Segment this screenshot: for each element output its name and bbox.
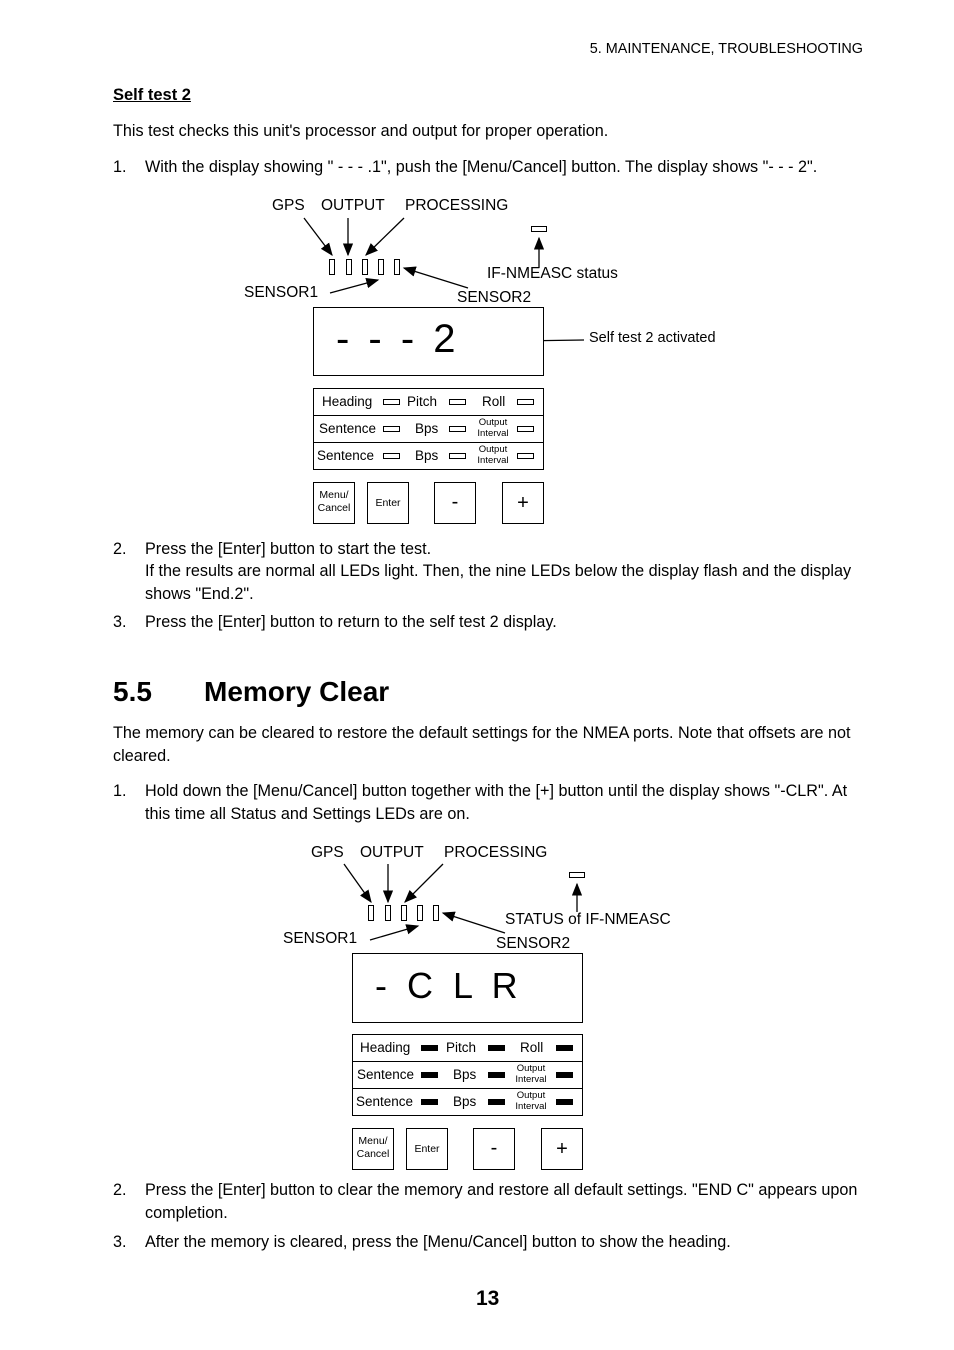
bps-label: Bps bbox=[415, 421, 439, 436]
sentence-label: Sentence bbox=[356, 1094, 414, 1109]
interval-text: Interval bbox=[515, 1074, 547, 1085]
sentence-label: Sentence bbox=[357, 1067, 415, 1082]
step-number: 1. bbox=[113, 782, 127, 800]
minus-button[interactable]: - bbox=[473, 1128, 515, 1170]
roll-label: Roll bbox=[482, 394, 506, 409]
memory-clear-step3: After the memory is cleared, press the [Menu/Cancel] button to show the heading. bbox=[145, 1233, 731, 1251]
interval-text: Interval bbox=[477, 428, 509, 439]
panel-row bbox=[314, 416, 543, 443]
output-interval-led bbox=[556, 1099, 573, 1105]
menu-text: Menu/ bbox=[358, 1135, 388, 1147]
pitch-label: Pitch bbox=[407, 394, 438, 409]
self-test-intro: This test checks this unit's processor and output for proper operation. bbox=[113, 122, 609, 140]
output-interval-led bbox=[556, 1072, 573, 1078]
output-interval-label bbox=[474, 417, 512, 439]
display-readout: - C L R bbox=[375, 965, 518, 1006]
sensor1-label: SENSOR1 bbox=[283, 930, 358, 947]
panel-row bbox=[353, 1089, 582, 1115]
bps-led bbox=[488, 1099, 505, 1105]
cancel-text: Cancel bbox=[356, 1148, 390, 1160]
settings-panel bbox=[352, 1034, 583, 1116]
status-led-processing bbox=[362, 259, 368, 275]
memory-clear-step1: Hold down the [Menu/Cancel] button together with the [+] button until the display shows "-CLR". At this time all Status and Settings LEDs are on. bbox=[145, 782, 848, 823]
sentence-led bbox=[421, 1099, 438, 1105]
pitch-led bbox=[488, 1045, 505, 1051]
output-interval-label bbox=[512, 1063, 550, 1085]
self-test-step2-line1: Press the [Enter] button to start the test. bbox=[145, 540, 432, 558]
status-led-sensor1 bbox=[378, 259, 384, 275]
step-number: 2. bbox=[113, 540, 127, 558]
heading-led bbox=[383, 399, 400, 405]
bps-label: Bps bbox=[415, 448, 439, 463]
bps-led bbox=[488, 1072, 505, 1078]
panel-row bbox=[353, 1035, 582, 1062]
ifnmea-status-label: IF-NMEASC status bbox=[487, 265, 618, 282]
ifnmea-led bbox=[531, 226, 547, 232]
subsection-title: Self test 2 bbox=[113, 86, 191, 104]
enter-button[interactable]: Enter bbox=[367, 482, 409, 524]
pitch-label: Pitch bbox=[446, 1040, 477, 1055]
sentence-led bbox=[383, 426, 400, 432]
self-test-step1: With the display showing " - - - .1", push the [Menu/Cancel] button. The display shows "- - - 2". bbox=[145, 158, 818, 176]
menu-cancel-button[interactable] bbox=[352, 1128, 394, 1170]
plus-button[interactable]: + bbox=[541, 1128, 583, 1170]
activated-label: Self test 2 activated bbox=[589, 330, 716, 346]
minus-button[interactable]: - bbox=[434, 482, 476, 524]
status-led-output bbox=[385, 905, 391, 921]
section-number: 5.5 bbox=[113, 676, 152, 707]
roll-led bbox=[556, 1045, 573, 1051]
bps-label: Bps bbox=[453, 1067, 477, 1082]
roll-led bbox=[517, 399, 534, 405]
enter-button[interactable]: Enter bbox=[406, 1128, 448, 1170]
output-interval-label bbox=[474, 444, 512, 466]
status-led-sensor2 bbox=[394, 259, 400, 275]
status-led-processing bbox=[401, 905, 407, 921]
sentence-label: Sentence bbox=[317, 448, 375, 463]
page-number: 13 bbox=[476, 1287, 500, 1310]
self-test-step2-line2: If the results are normal all LEDs light. Then, the nine LEDs below the display flash and the display shows "End.2". bbox=[145, 562, 852, 603]
gps-label: GPS bbox=[311, 844, 344, 861]
status-led-output bbox=[346, 259, 352, 275]
gps-label: GPS bbox=[272, 197, 305, 214]
bps-led bbox=[449, 426, 466, 432]
settings-panel bbox=[313, 388, 544, 470]
heading-label: Heading bbox=[360, 1040, 411, 1055]
step-number: 3. bbox=[113, 613, 127, 631]
running-header: 5. MAINTENANCE, TROUBLESHOOTING bbox=[589, 41, 863, 57]
heading-led bbox=[421, 1045, 438, 1051]
status-led-sensor1 bbox=[417, 905, 423, 921]
bps-label: Bps bbox=[453, 1094, 477, 1109]
output-interval-led bbox=[517, 426, 534, 432]
heading-label: Heading bbox=[322, 394, 373, 409]
panel-row bbox=[314, 443, 543, 469]
plus-button[interactable]: + bbox=[502, 482, 544, 524]
status-led-gps bbox=[329, 259, 335, 275]
panel-row bbox=[353, 1062, 582, 1089]
memory-clear-step2: Press the [Enter] button to clear the memory and restore all default settings. "END C" appears upon completion. bbox=[145, 1181, 858, 1222]
sensor2-label: SENSOR2 bbox=[457, 289, 532, 306]
output-interval-label bbox=[512, 1090, 550, 1112]
output-label: OUTPUT bbox=[360, 844, 424, 861]
menu-cancel-button[interactable] bbox=[313, 482, 355, 524]
section-title: Memory Clear bbox=[204, 676, 390, 707]
pitch-led bbox=[449, 399, 466, 405]
output-text: Output bbox=[516, 1063, 546, 1074]
display-readout: - - - 2 bbox=[336, 317, 460, 361]
status-led-sensor2 bbox=[433, 905, 439, 921]
cancel-text: Cancel bbox=[317, 502, 351, 514]
self-test-step3: Press the [Enter] button to return to the self test 2 display. bbox=[145, 613, 557, 631]
sentence-led bbox=[383, 453, 400, 459]
bps-led bbox=[449, 453, 466, 459]
interval-text: Interval bbox=[477, 455, 509, 466]
segment-display bbox=[352, 953, 583, 1023]
roll-label: Roll bbox=[520, 1040, 544, 1055]
segment-display bbox=[313, 307, 544, 376]
menu-text: Menu/ bbox=[319, 489, 349, 501]
panel-row bbox=[314, 389, 543, 416]
sentence-label: Sentence bbox=[319, 421, 377, 436]
step-number: 3. bbox=[113, 1233, 127, 1251]
ifnmea-status-label: STATUS of IF-NMEASC bbox=[505, 911, 671, 928]
output-label: OUTPUT bbox=[321, 197, 385, 214]
status-led-gps bbox=[368, 905, 374, 921]
step-number: 1. bbox=[113, 158, 127, 176]
ifnmea-led bbox=[569, 872, 585, 878]
step-number: 2. bbox=[113, 1181, 127, 1199]
sensor2-label: SENSOR2 bbox=[496, 935, 571, 952]
processing-label: PROCESSING bbox=[405, 197, 509, 214]
sensor1-label: SENSOR1 bbox=[244, 284, 319, 301]
processing-label: PROCESSING bbox=[444, 844, 548, 861]
output-text: Output bbox=[516, 1090, 546, 1101]
output-text: Output bbox=[478, 444, 508, 455]
memory-clear-intro: The memory can be cleared to restore the default settings for the NMEA ports. Note that offsets are not cleared. bbox=[113, 724, 851, 765]
interval-text: Interval bbox=[515, 1101, 547, 1112]
sentence-led bbox=[421, 1072, 438, 1078]
output-text: Output bbox=[478, 417, 508, 428]
output-interval-led bbox=[517, 453, 534, 459]
